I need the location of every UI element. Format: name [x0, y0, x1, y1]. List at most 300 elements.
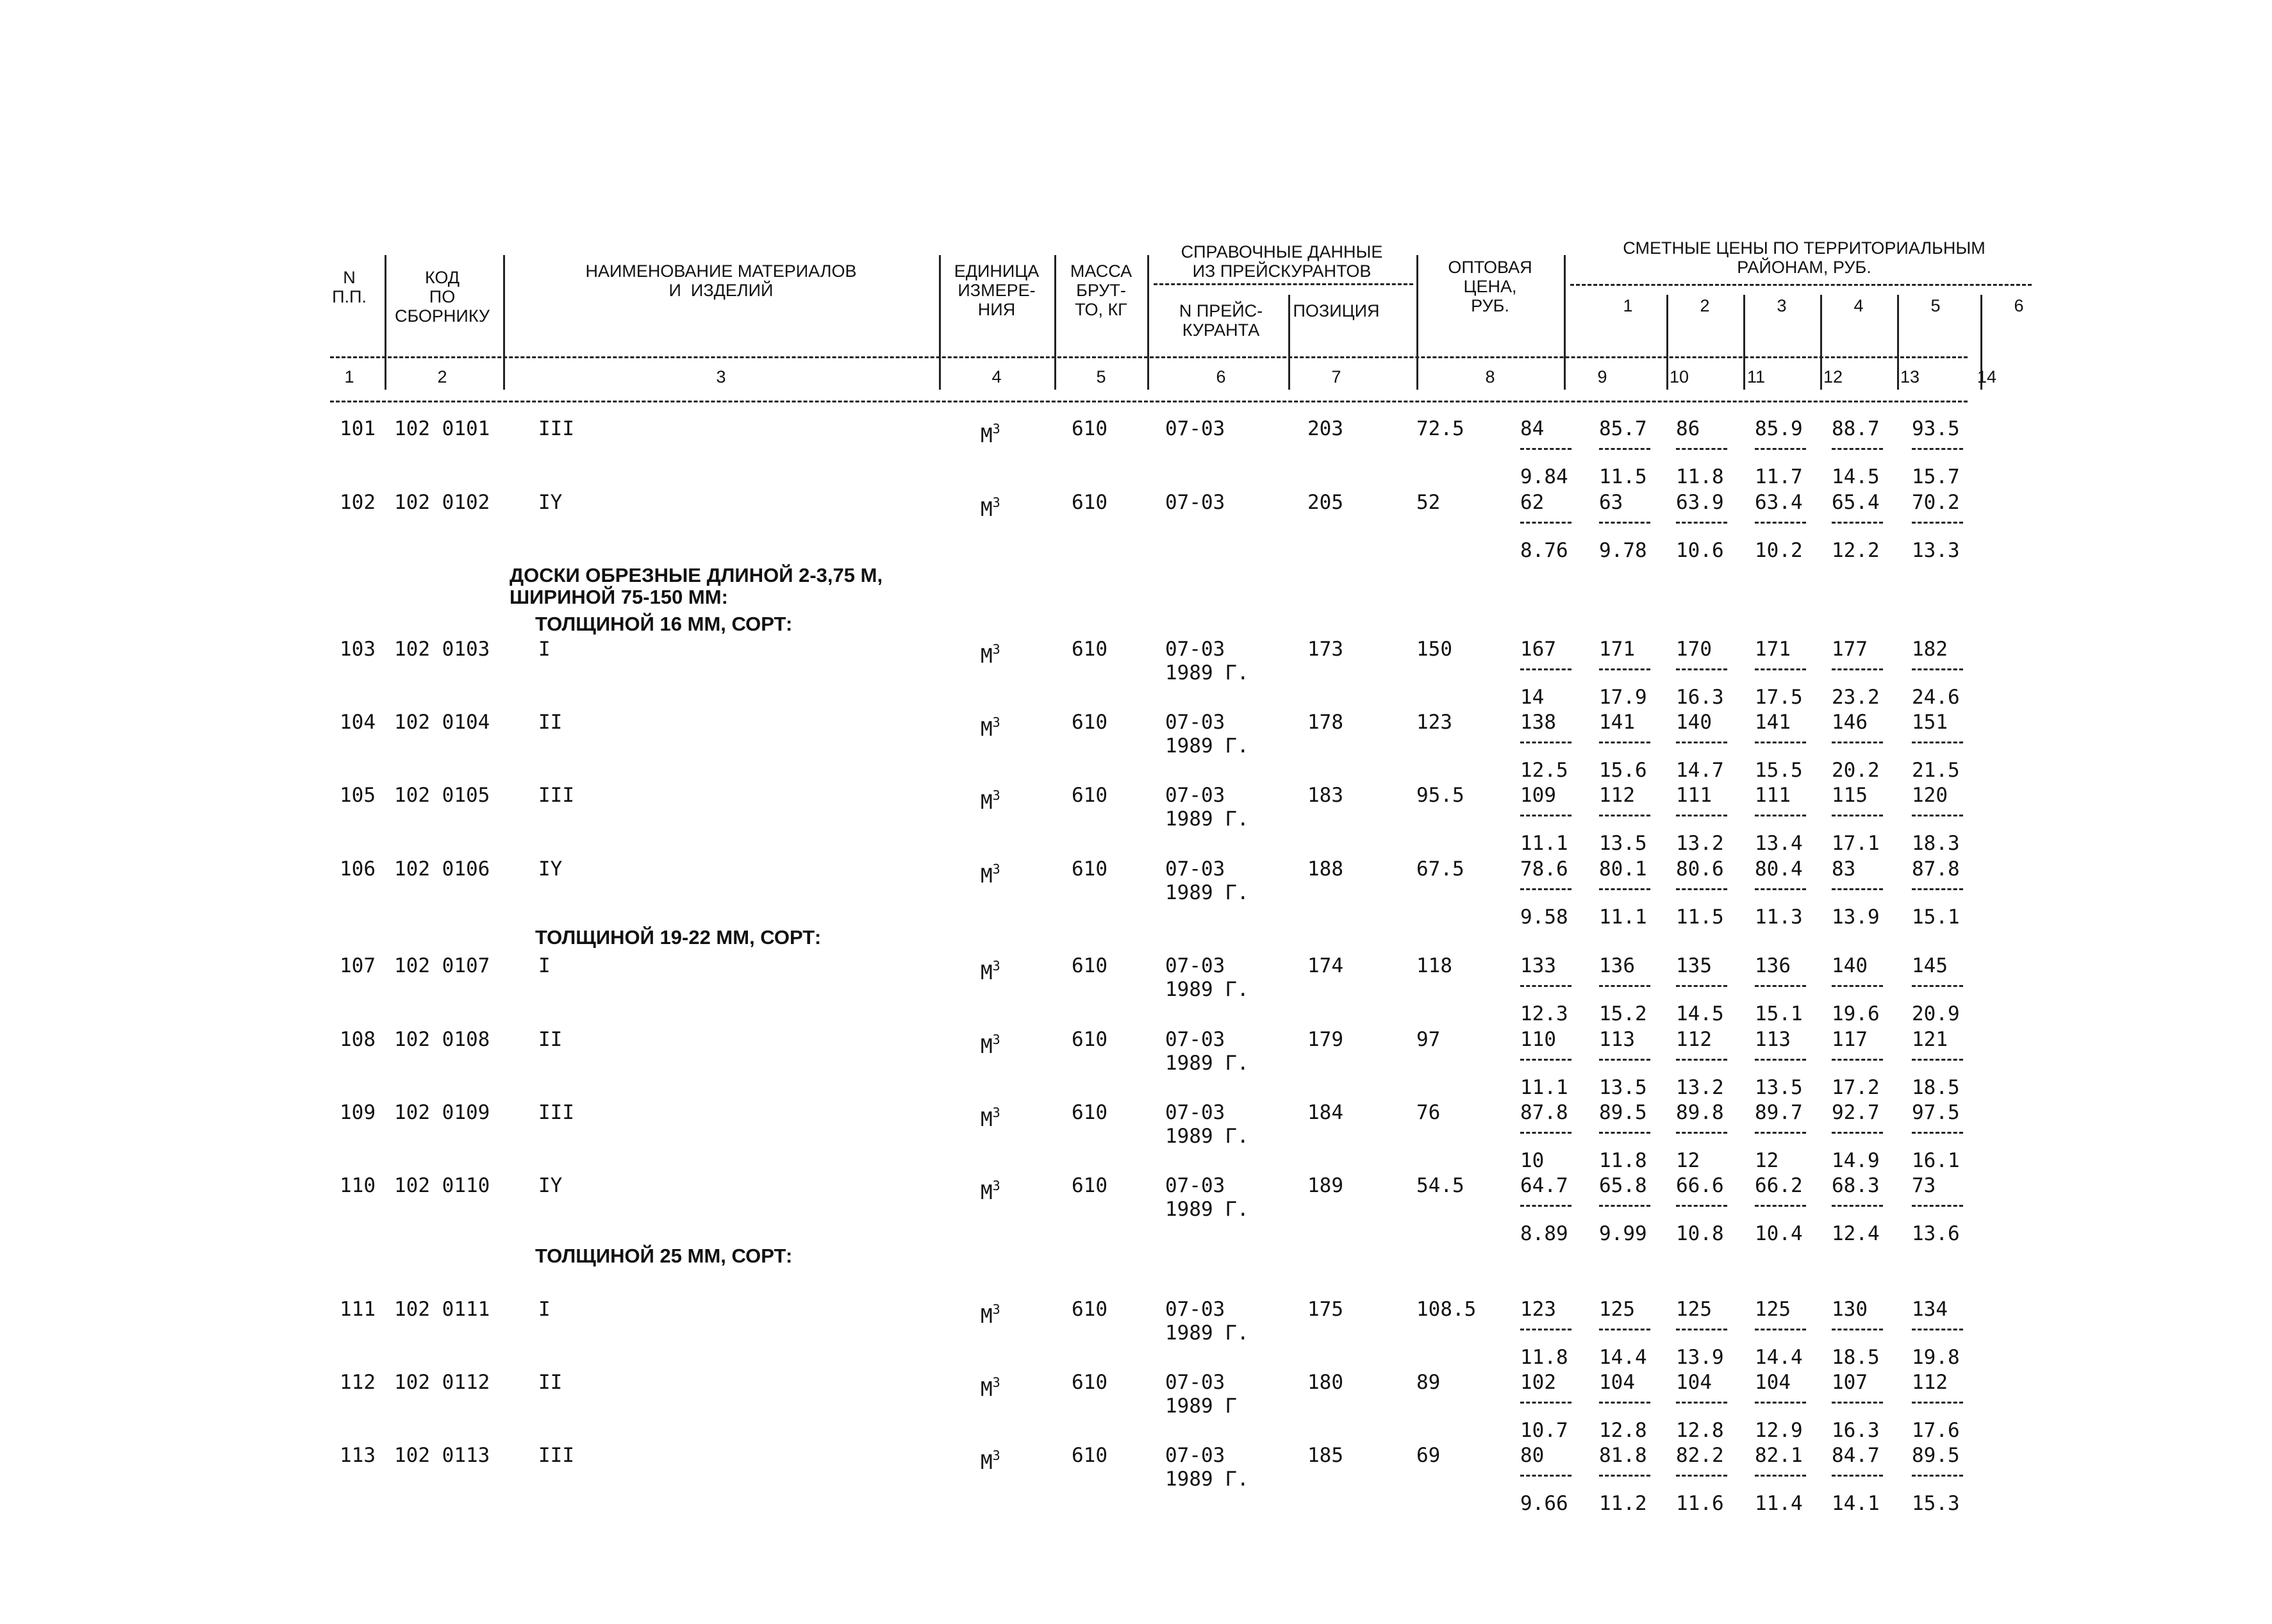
fraction-bar: [1912, 668, 1963, 670]
row-wholesale-price: 67.5: [1416, 858, 1464, 881]
region-price-denominator: 9.66: [1520, 1492, 1568, 1515]
region-price-numerator: 66.2: [1755, 1174, 1803, 1197]
row-grade: II: [538, 1371, 563, 1394]
fraction-bar: [1755, 1205, 1806, 1207]
fraction-bar: [1676, 1132, 1727, 1134]
fraction-bar: [1599, 815, 1650, 816]
region-price-denominator: 17.5: [1755, 686, 1803, 709]
row-number: 102: [340, 491, 376, 514]
row-number: 111: [340, 1298, 376, 1321]
region-price-numerator: 145: [1912, 954, 1948, 977]
fraction-bar: [1520, 1059, 1571, 1061]
region-price-numerator: 70.2: [1912, 491, 1960, 514]
row-wholesale-price: 52: [1416, 491, 1441, 514]
region-price-denominator: 11.8: [1676, 465, 1724, 488]
region-number: 2: [1700, 296, 1710, 315]
fraction-bar: [1599, 1132, 1650, 1134]
region-price-denominator: 17.9: [1599, 686, 1647, 709]
row-position: 203: [1307, 417, 1343, 440]
region-price-numerator: 80.4: [1755, 858, 1803, 881]
header-mass: БРУТ-: [1076, 281, 1126, 300]
section-heading: ТОЛЩИНОЙ 16 ММ, СОРТ:: [535, 613, 793, 635]
fraction-bar: [1912, 1475, 1963, 1477]
row-pricelist-no: 07-03: [1165, 491, 1225, 514]
row-grade: IY: [538, 491, 563, 514]
section-heading: ШИРИНОЙ 75-150 ММ:: [510, 586, 728, 608]
region-price-numerator: 182: [1912, 638, 1948, 661]
fraction-bar: [1676, 1059, 1727, 1061]
region-price-numerator: 87.8: [1520, 1101, 1568, 1124]
row-position: 188: [1307, 858, 1343, 881]
region-price-denominator: 17.2: [1832, 1076, 1880, 1099]
region-price-numerator: 89.8: [1676, 1101, 1724, 1124]
row-code: 102 0102: [394, 491, 490, 514]
row-pricelist-no: 07-03: [1165, 1028, 1225, 1051]
fraction-bar: [1912, 888, 1963, 890]
row-grade: III: [538, 417, 574, 440]
row-mass: 610: [1072, 1298, 1107, 1321]
fraction-bar: [1676, 448, 1727, 450]
row-unit: $М^3$: [981, 861, 1000, 888]
row-wholesale-price: 72.5: [1416, 417, 1464, 440]
fraction-bar: [1832, 815, 1883, 816]
row-pricelist-year: 1989 Г.: [1165, 1052, 1249, 1075]
header-pricelist-no: КУРАНТА: [1182, 320, 1260, 340]
row-code: 102 0104: [394, 711, 490, 734]
region-price-denominator: 12: [1676, 1149, 1700, 1172]
row-wholesale-price: 95.5: [1416, 784, 1464, 807]
row-mass: 610: [1072, 1444, 1107, 1467]
region-price-denominator: 11.8: [1599, 1149, 1647, 1172]
row-unit: $М^3$: [981, 421, 1000, 447]
region-price-numerator: 65.8: [1599, 1174, 1647, 1197]
row-wholesale-price: 118: [1416, 954, 1452, 977]
header-mass: ТО, КГ: [1075, 300, 1127, 319]
region-price-numerator: 93.5: [1912, 417, 1960, 440]
row-pricelist-year: 1989 Г.: [1165, 1198, 1249, 1221]
fraction-bar: [1755, 1475, 1806, 1477]
fraction-bar: [1676, 985, 1727, 987]
row-position: 189: [1307, 1174, 1343, 1197]
region-price-denominator: 10.2: [1755, 539, 1803, 562]
fraction-bar: [1599, 1329, 1650, 1330]
row-code: 102 0111: [394, 1298, 490, 1321]
row-code: 102 0106: [394, 858, 490, 881]
region-price-numerator: 63.9: [1676, 491, 1724, 514]
region-price-denominator: 12.9: [1755, 1419, 1803, 1442]
row-mass: 610: [1072, 1028, 1107, 1051]
row-grade: IY: [538, 858, 563, 881]
region-price-denominator: 11.4: [1755, 1492, 1803, 1515]
row-unit: $М^3$: [981, 788, 1000, 814]
column-number: 8: [1485, 367, 1495, 386]
row-pricelist-no: 07-03: [1165, 858, 1225, 881]
header-position: ПОЗИЦИЯ: [1293, 301, 1380, 320]
row-position: 180: [1307, 1371, 1343, 1394]
region-price-denominator: 11.1: [1520, 832, 1568, 855]
fraction-bar: [1520, 888, 1571, 890]
fraction-bar: [1912, 1059, 1963, 1061]
region-price-denominator: 11.8: [1520, 1346, 1568, 1369]
column-number: 7: [1331, 367, 1341, 386]
fraction-bar: [1755, 815, 1806, 816]
region-price-numerator: 121: [1912, 1028, 1948, 1051]
region-price-numerator: 109: [1520, 784, 1556, 807]
region-price-denominator: 9.78: [1599, 539, 1647, 562]
row-wholesale-price: 123: [1416, 711, 1452, 734]
fraction-bar: [1832, 1329, 1883, 1330]
region-price-numerator: 146: [1832, 711, 1868, 734]
region-price-denominator: 13.2: [1676, 1076, 1724, 1099]
row-grade: II: [538, 1028, 563, 1051]
row-mass: 610: [1072, 858, 1107, 881]
fraction-bar: [1832, 742, 1883, 743]
region-price-denominator: 16.1: [1912, 1149, 1960, 1172]
region-price-denominator: 13.9: [1832, 906, 1880, 929]
fraction-bar: [1520, 1205, 1571, 1207]
row-pricelist-no: 07-03: [1165, 638, 1225, 661]
region-price-denominator: 15.5: [1755, 759, 1803, 782]
fraction-bar: [1755, 448, 1806, 450]
region-price-denominator: 15.1: [1912, 906, 1960, 929]
header-name: И ИЗДЕЛИЙ: [668, 281, 774, 300]
region-price-numerator: 138: [1520, 711, 1556, 734]
region-price-numerator: 82.2: [1676, 1444, 1724, 1467]
region-price-numerator: 89.5: [1912, 1444, 1960, 1467]
row-position: 183: [1307, 784, 1343, 807]
header-divider: [1054, 255, 1056, 390]
row-pricelist-no: 07-03: [1165, 417, 1225, 440]
row-pricelist-year: 1989 Г.: [1165, 978, 1249, 1001]
region-price-denominator: 19.6: [1832, 1002, 1880, 1025]
fraction-bar: [1676, 1329, 1727, 1330]
fraction-bar: [1599, 448, 1650, 450]
fraction-bar: [1832, 448, 1883, 450]
region-price-numerator: 84.7: [1832, 1444, 1880, 1467]
row-wholesale-price: 69: [1416, 1444, 1441, 1467]
region-price-numerator: 97.5: [1912, 1101, 1960, 1124]
region-price-numerator: 113: [1599, 1028, 1635, 1051]
region-price-denominator: 11.2: [1599, 1492, 1647, 1515]
fraction-bar: [1520, 668, 1571, 670]
row-pricelist-year: 1989 Г.: [1165, 881, 1249, 904]
region-price-denominator: 14.9: [1832, 1149, 1880, 1172]
region-price-numerator: 80.6: [1676, 858, 1724, 881]
header-regional-prices-group: СМЕТНЫЕ ЦЕНЫ ПО ТЕРРИТОРИАЛЬНЫМ: [1623, 238, 1986, 258]
row-pricelist-year: 1989 Г.: [1165, 1322, 1249, 1345]
region-price-denominator: 16.3: [1832, 1419, 1880, 1442]
row-number: 105: [340, 784, 376, 807]
row-grade: II: [538, 711, 563, 734]
region-price-numerator: 112: [1599, 784, 1635, 807]
header-name: НАИМЕНОВАНИЕ МАТЕРИАЛОВ: [585, 261, 857, 281]
region-price-numerator: 177: [1832, 638, 1868, 661]
header-divider: [385, 255, 386, 390]
row-position: 185: [1307, 1444, 1343, 1467]
row-position: 174: [1307, 954, 1343, 977]
region-price-denominator: 13.3: [1912, 539, 1960, 562]
region-price-numerator: 141: [1755, 711, 1791, 734]
row-wholesale-price: 89: [1416, 1371, 1441, 1394]
region-price-denominator: 11.6: [1676, 1492, 1724, 1515]
fraction-bar: [1755, 668, 1806, 670]
fraction-bar: [1599, 1402, 1650, 1404]
region-number: 1: [1623, 296, 1633, 315]
row-pricelist-no: 07-03: [1165, 784, 1225, 807]
section-heading: ДОСКИ ОБРЕЗНЫЕ ДЛИНОЙ 2-3,75 М,: [510, 564, 883, 586]
row-wholesale-price: 97: [1416, 1028, 1441, 1051]
region-price-denominator: 15.6: [1599, 759, 1647, 782]
fraction-bar: [1832, 1059, 1883, 1061]
row-mass: 610: [1072, 417, 1107, 440]
region-price-numerator: 171: [1755, 638, 1791, 661]
region-price-numerator: 104: [1676, 1371, 1712, 1394]
region-price-denominator: 12.4: [1832, 1222, 1880, 1245]
region-price-denominator: 14: [1520, 686, 1545, 709]
region-price-numerator: 141: [1599, 711, 1635, 734]
region-price-denominator: 21.5: [1912, 759, 1960, 782]
region-price-numerator: 73: [1912, 1174, 1936, 1197]
region-price-denominator: 11.5: [1676, 906, 1724, 929]
region-price-denominator: 14.4: [1755, 1346, 1803, 1369]
region-price-denominator: 12: [1755, 1149, 1779, 1172]
row-code: 102 0103: [394, 638, 490, 661]
fraction-bar: [1676, 1205, 1727, 1207]
region-price-numerator: 134: [1912, 1298, 1948, 1321]
header-unit: НИЯ: [977, 300, 1016, 319]
region-price-denominator: 14.4: [1599, 1346, 1647, 1369]
row-code: 102 0110: [394, 1174, 490, 1197]
region-price-denominator: 14.5: [1676, 1002, 1724, 1025]
header-pricelist-no: N ПРЕЙС-: [1179, 301, 1263, 320]
fraction-bar: [1912, 522, 1963, 524]
column-number: 12: [1823, 367, 1843, 386]
header-npp: П.П.: [332, 287, 367, 306]
region-price-denominator: 15.2: [1599, 1002, 1647, 1025]
region-price-denominator: 18.5: [1832, 1346, 1880, 1369]
fraction-bar: [1832, 1205, 1883, 1207]
fraction-bar: [1676, 1402, 1727, 1404]
row-wholesale-price: 54.5: [1416, 1174, 1464, 1197]
region-price-numerator: 83: [1832, 858, 1856, 881]
row-pricelist-no: 07-03: [1165, 954, 1225, 977]
row-unit: $М^3$: [981, 1448, 1000, 1474]
fraction-bar: [1520, 522, 1571, 524]
region-price-numerator: 92.7: [1832, 1101, 1880, 1124]
column-number: 5: [1096, 367, 1106, 386]
region-price-numerator: 80.1: [1599, 858, 1647, 881]
row-number: 113: [340, 1444, 376, 1467]
fraction-bar: [1912, 1402, 1963, 1404]
region-price-denominator: 14.1: [1832, 1492, 1880, 1515]
region-price-numerator: 81.8: [1599, 1444, 1647, 1467]
region-price-numerator: 62: [1520, 491, 1545, 514]
region-price-numerator: 111: [1755, 784, 1791, 807]
fraction-bar: [1520, 742, 1571, 743]
row-number: 106: [340, 858, 376, 881]
region-price-denominator: 12.3: [1520, 1002, 1568, 1025]
header-regional-prices-group: РАЙОНАМ, РУБ.: [1737, 258, 1871, 277]
fraction-bar: [1599, 742, 1650, 743]
region-price-denominator: 18.5: [1912, 1076, 1960, 1099]
fraction-bar: [1676, 815, 1727, 816]
row-number: 107: [340, 954, 376, 977]
row-pricelist-no: 07-03: [1165, 1444, 1225, 1467]
region-price-denominator: 9.84: [1520, 465, 1568, 488]
row-pricelist-no: 07-03: [1165, 1371, 1225, 1394]
region-price-denominator: 11.1: [1520, 1076, 1568, 1099]
row-grade: I: [538, 638, 551, 661]
row-number: 104: [340, 711, 376, 734]
row-mass: 610: [1072, 491, 1107, 514]
region-price-numerator: 170: [1676, 638, 1712, 661]
column-number: 4: [991, 367, 1002, 386]
fraction-bar: [1676, 1475, 1727, 1477]
fraction-bar: [1520, 815, 1571, 816]
header-rule: [1154, 283, 1413, 285]
fraction-bar: [1912, 815, 1963, 816]
region-price-denominator: 14.7: [1676, 759, 1724, 782]
header-divider: [939, 255, 941, 390]
fraction-bar: [1755, 1329, 1806, 1330]
row-code: 102 0113: [394, 1444, 490, 1467]
row-code: 102 0108: [394, 1028, 490, 1051]
fraction-bar: [1832, 522, 1883, 524]
column-number: 2: [437, 367, 447, 386]
region-price-denominator: 15.7: [1912, 465, 1960, 488]
column-number: 9: [1597, 367, 1607, 386]
fraction-bar: [1912, 1329, 1963, 1330]
row-code: 102 0112: [394, 1371, 490, 1394]
header-unit: ИЗМЕРЕ-: [958, 281, 1036, 300]
region-price-numerator: 112: [1912, 1371, 1948, 1394]
fraction-bar: [1599, 668, 1650, 670]
header-divider: [503, 255, 505, 390]
row-mass: 610: [1072, 1101, 1107, 1124]
region-price-denominator: 13.5: [1755, 1076, 1803, 1099]
row-pricelist-no: 07-03: [1165, 1101, 1225, 1124]
header-unit: ЕДИНИЦА: [954, 261, 1040, 281]
region-price-numerator: 140: [1832, 954, 1868, 977]
region-price-denominator: 12.8: [1676, 1419, 1724, 1442]
row-pricelist-no: 07-03: [1165, 1174, 1225, 1197]
region-price-denominator: 20.2: [1832, 759, 1880, 782]
fraction-bar: [1755, 888, 1806, 890]
region-price-denominator: 19.8: [1912, 1346, 1960, 1369]
region-price-numerator: 104: [1755, 1371, 1791, 1394]
region-price-numerator: 125: [1599, 1298, 1635, 1321]
fraction-bar: [1832, 1402, 1883, 1404]
region-price-denominator: 13.5: [1599, 832, 1647, 855]
header-code: КОД: [424, 268, 460, 287]
region-price-numerator: 115: [1832, 784, 1868, 807]
fraction-bar: [1755, 1132, 1806, 1134]
region-price-numerator: 110: [1520, 1028, 1556, 1051]
fraction-bar: [1755, 985, 1806, 987]
region-price-denominator: 12.8: [1599, 1419, 1647, 1442]
section-heading: ТОЛЩИНОЙ 19-22 ММ, СОРТ:: [535, 926, 822, 949]
region-price-numerator: 136: [1599, 954, 1635, 977]
row-position: 178: [1307, 711, 1343, 734]
region-price-numerator: 66.6: [1676, 1174, 1724, 1197]
region-price-numerator: 89.7: [1755, 1101, 1803, 1124]
row-unit: $М^3$: [981, 1302, 1000, 1328]
header-code: ПО: [429, 287, 456, 306]
region-price-numerator: 125: [1755, 1298, 1791, 1321]
region-price-numerator: 64.7: [1520, 1174, 1568, 1197]
region-price-denominator: 15.3: [1912, 1492, 1960, 1515]
region-price-numerator: 113: [1755, 1028, 1791, 1051]
region-price-denominator: 12.5: [1520, 759, 1568, 782]
fraction-bar: [1676, 742, 1727, 743]
row-grade: III: [538, 1101, 574, 1124]
row-unit: $М^3$: [981, 1105, 1000, 1131]
fraction-bar: [1676, 888, 1727, 890]
region-price-numerator: 104: [1599, 1371, 1635, 1394]
region-price-numerator: 171: [1599, 638, 1635, 661]
row-wholesale-price: 76: [1416, 1101, 1441, 1124]
row-pricelist-year: 1989 Г.: [1165, 1468, 1249, 1491]
row-pricelist-year: 1989 Г.: [1165, 661, 1249, 684]
region-price-denominator: 15.1: [1755, 1002, 1803, 1025]
region-price-numerator: 68.3: [1832, 1174, 1880, 1197]
fraction-bar: [1755, 1402, 1806, 1404]
row-unit: $М^3$: [981, 715, 1000, 741]
region-price-denominator: 10: [1520, 1149, 1545, 1172]
row-mass: 610: [1072, 711, 1107, 734]
row-position: 173: [1307, 638, 1343, 661]
fraction-bar: [1676, 668, 1727, 670]
region-price-denominator: 11.7: [1755, 465, 1803, 488]
header-reference-group: ИЗ ПРЕЙСКУРАНТОВ: [1192, 261, 1372, 281]
row-number: 108: [340, 1028, 376, 1051]
fraction-bar: [1912, 1205, 1963, 1207]
fraction-bar: [1520, 1475, 1571, 1477]
fraction-bar: [1912, 1132, 1963, 1134]
header-wholesale-price: ЦЕНА,: [1463, 277, 1517, 296]
region-price-denominator: 14.5: [1832, 465, 1880, 488]
row-mass: 610: [1072, 1371, 1107, 1394]
region-price-denominator: 20.9: [1912, 1002, 1960, 1025]
region-price-numerator: 151: [1912, 711, 1948, 734]
region-price-numerator: 167: [1520, 638, 1556, 661]
column-number: 13: [1900, 367, 1920, 386]
row-pricelist-year: 1989 Г.: [1165, 808, 1249, 831]
fraction-bar: [1832, 668, 1883, 670]
row-position: 205: [1307, 491, 1343, 514]
region-number: 4: [1853, 296, 1864, 315]
region-price-denominator: 9.58: [1520, 906, 1568, 929]
region-price-numerator: 87.8: [1912, 858, 1960, 881]
column-number: 1: [344, 367, 354, 386]
region-price-denominator: 13.9: [1676, 1346, 1724, 1369]
region-price-denominator: 13.4: [1755, 832, 1803, 855]
region-price-numerator: 125: [1676, 1298, 1712, 1321]
fraction-bar: [1599, 1205, 1650, 1207]
region-price-denominator: 17.6: [1912, 1419, 1960, 1442]
section-heading: ТОЛЩИНОЙ 25 ММ, СОРТ:: [535, 1245, 793, 1267]
row-code: 102 0105: [394, 784, 490, 807]
fraction-bar: [1755, 522, 1806, 524]
column-number: 10: [1669, 367, 1689, 386]
row-pricelist-year: 1989 Г.: [1165, 1125, 1249, 1148]
fraction-bar: [1832, 1132, 1883, 1134]
region-price-denominator: 24.6: [1912, 686, 1960, 709]
row-unit: $М^3$: [981, 642, 1000, 668]
region-price-numerator: 112: [1676, 1028, 1712, 1051]
region-price-numerator: 130: [1832, 1298, 1868, 1321]
row-mass: 610: [1072, 784, 1107, 807]
